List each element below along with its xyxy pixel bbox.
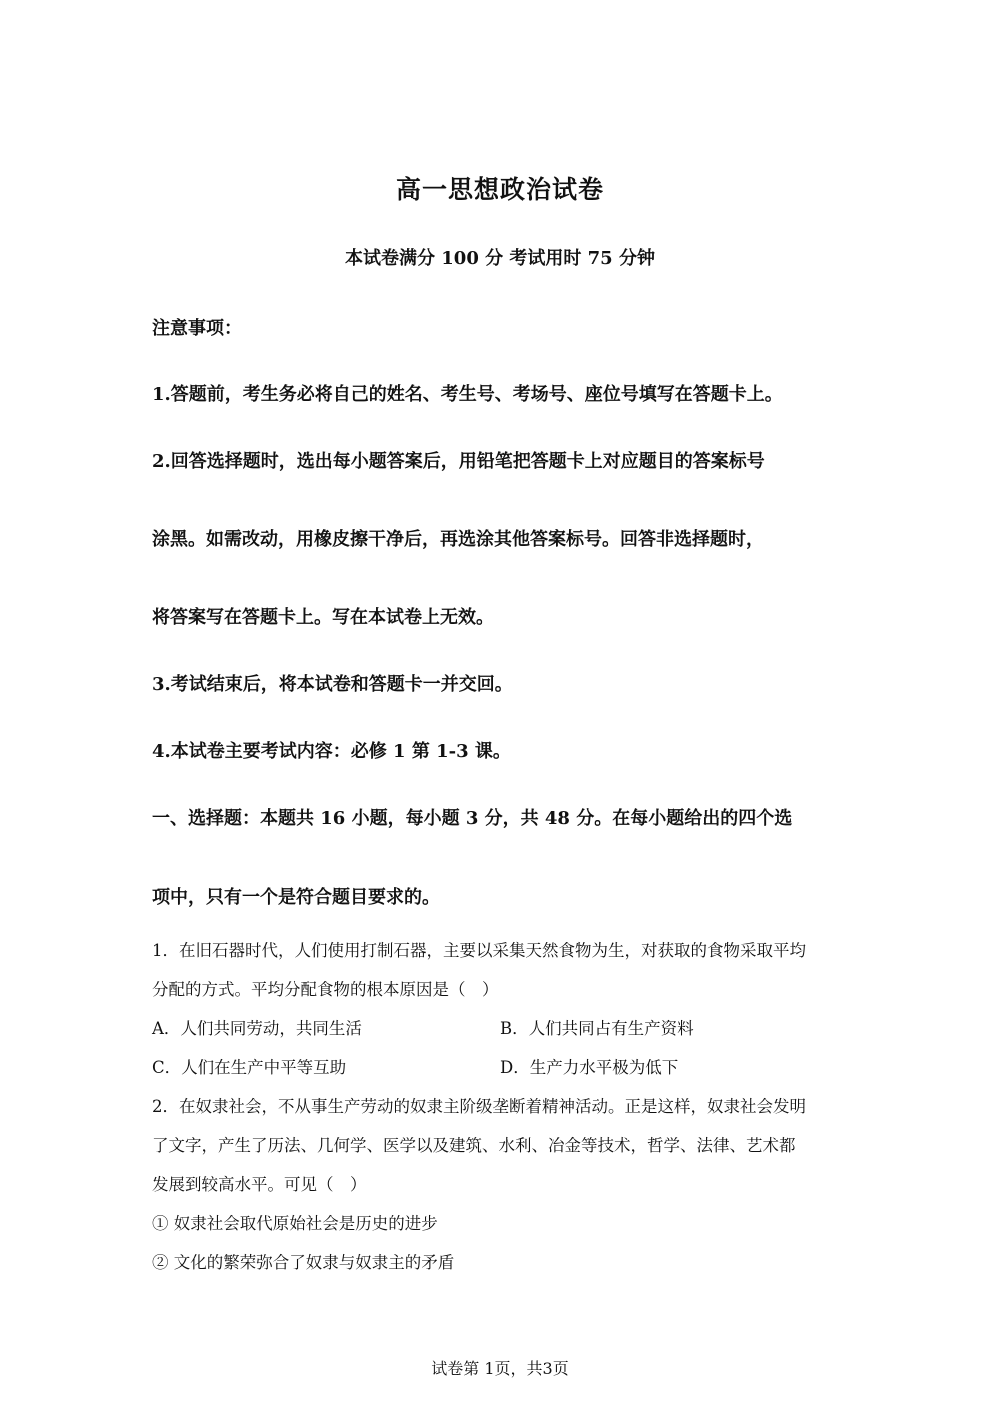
notice-item-2-line-1: 2.回答选择题时，选出每小题答案后，用铅笔把答题卡上对应题目的答案标号 bbox=[152, 451, 765, 472]
page-footer: 试卷第 1页，共3页 bbox=[431, 1359, 569, 1378]
question-2-statement-1: ① 奴隶社会取代原始社会是历史的进步 bbox=[152, 1214, 438, 1233]
notice-item-1: 1.答题前，考生务必将自己的姓名、考生号、考场号、座位号填写在答题卡上。 bbox=[152, 384, 783, 405]
question-2-stem-line-3: 发展到较高水平。可见（ ） bbox=[152, 1175, 367, 1194]
question-1-option-c: C．人们在生产中平等互助 bbox=[152, 1058, 347, 1077]
notice-item-2-line-3: 将答案写在答题卡上。写在本试卷上无效。 bbox=[152, 607, 494, 628]
question-1-option-d: D．生产力水平极为低下 bbox=[500, 1058, 679, 1077]
notice-item-3: 3.考试结束后，将本试卷和答题卡一并交回。 bbox=[152, 674, 513, 695]
question-2-statement-2: ② 文化的繁荣弥合了奴隶与奴隶主的矛盾 bbox=[152, 1253, 455, 1272]
question-1-stem-line-2: 分配的方式。平均分配食物的根本原因是（ ） bbox=[152, 980, 499, 999]
notice-heading: 注意事项： bbox=[152, 318, 242, 339]
question-1-option-b: B．人们共同占有生产资料 bbox=[500, 1019, 694, 1038]
section-heading-line-1: 一、选择题：本题共 16 小题，每小题 3 分，共 48 分。在每小题给出的四个选 bbox=[152, 808, 793, 829]
notice-item-2-line-2: 涂黑。如需改动，用橡皮擦干净后，再选涂其他答案标号。回答非选择题时， bbox=[152, 529, 764, 550]
question-2-stem-line-2: 了文字，产生了历法、几何学、医学以及建筑、水利、冶金等技术，哲学、法律、艺术都 bbox=[152, 1136, 796, 1155]
question-1-option-a: A．人们共同劳动，共同生活 bbox=[152, 1019, 362, 1038]
question-1-stem-line-1: 1．在旧石器时代，人们使用打制石器，主要以采集天然食物为生，对获取的食物采取平均 bbox=[152, 941, 806, 960]
notice-item-4: 4.本试卷主要考试内容：必修 1 第 1-3 课。 bbox=[152, 741, 511, 762]
exam-subtitle: 本试卷满分 100 分 考试用时 75 分钟 bbox=[345, 248, 655, 269]
section-heading-line-2: 项中，只有一个是符合题目要求的。 bbox=[152, 887, 440, 908]
question-2-stem-line-1: 2．在奴隶社会，不从事生产劳动的奴隶主阶级垄断着精神活动。正是这样，奴隶社会发明 bbox=[152, 1097, 806, 1116]
page-title: 高一思想政治试卷 bbox=[395, 175, 604, 204]
